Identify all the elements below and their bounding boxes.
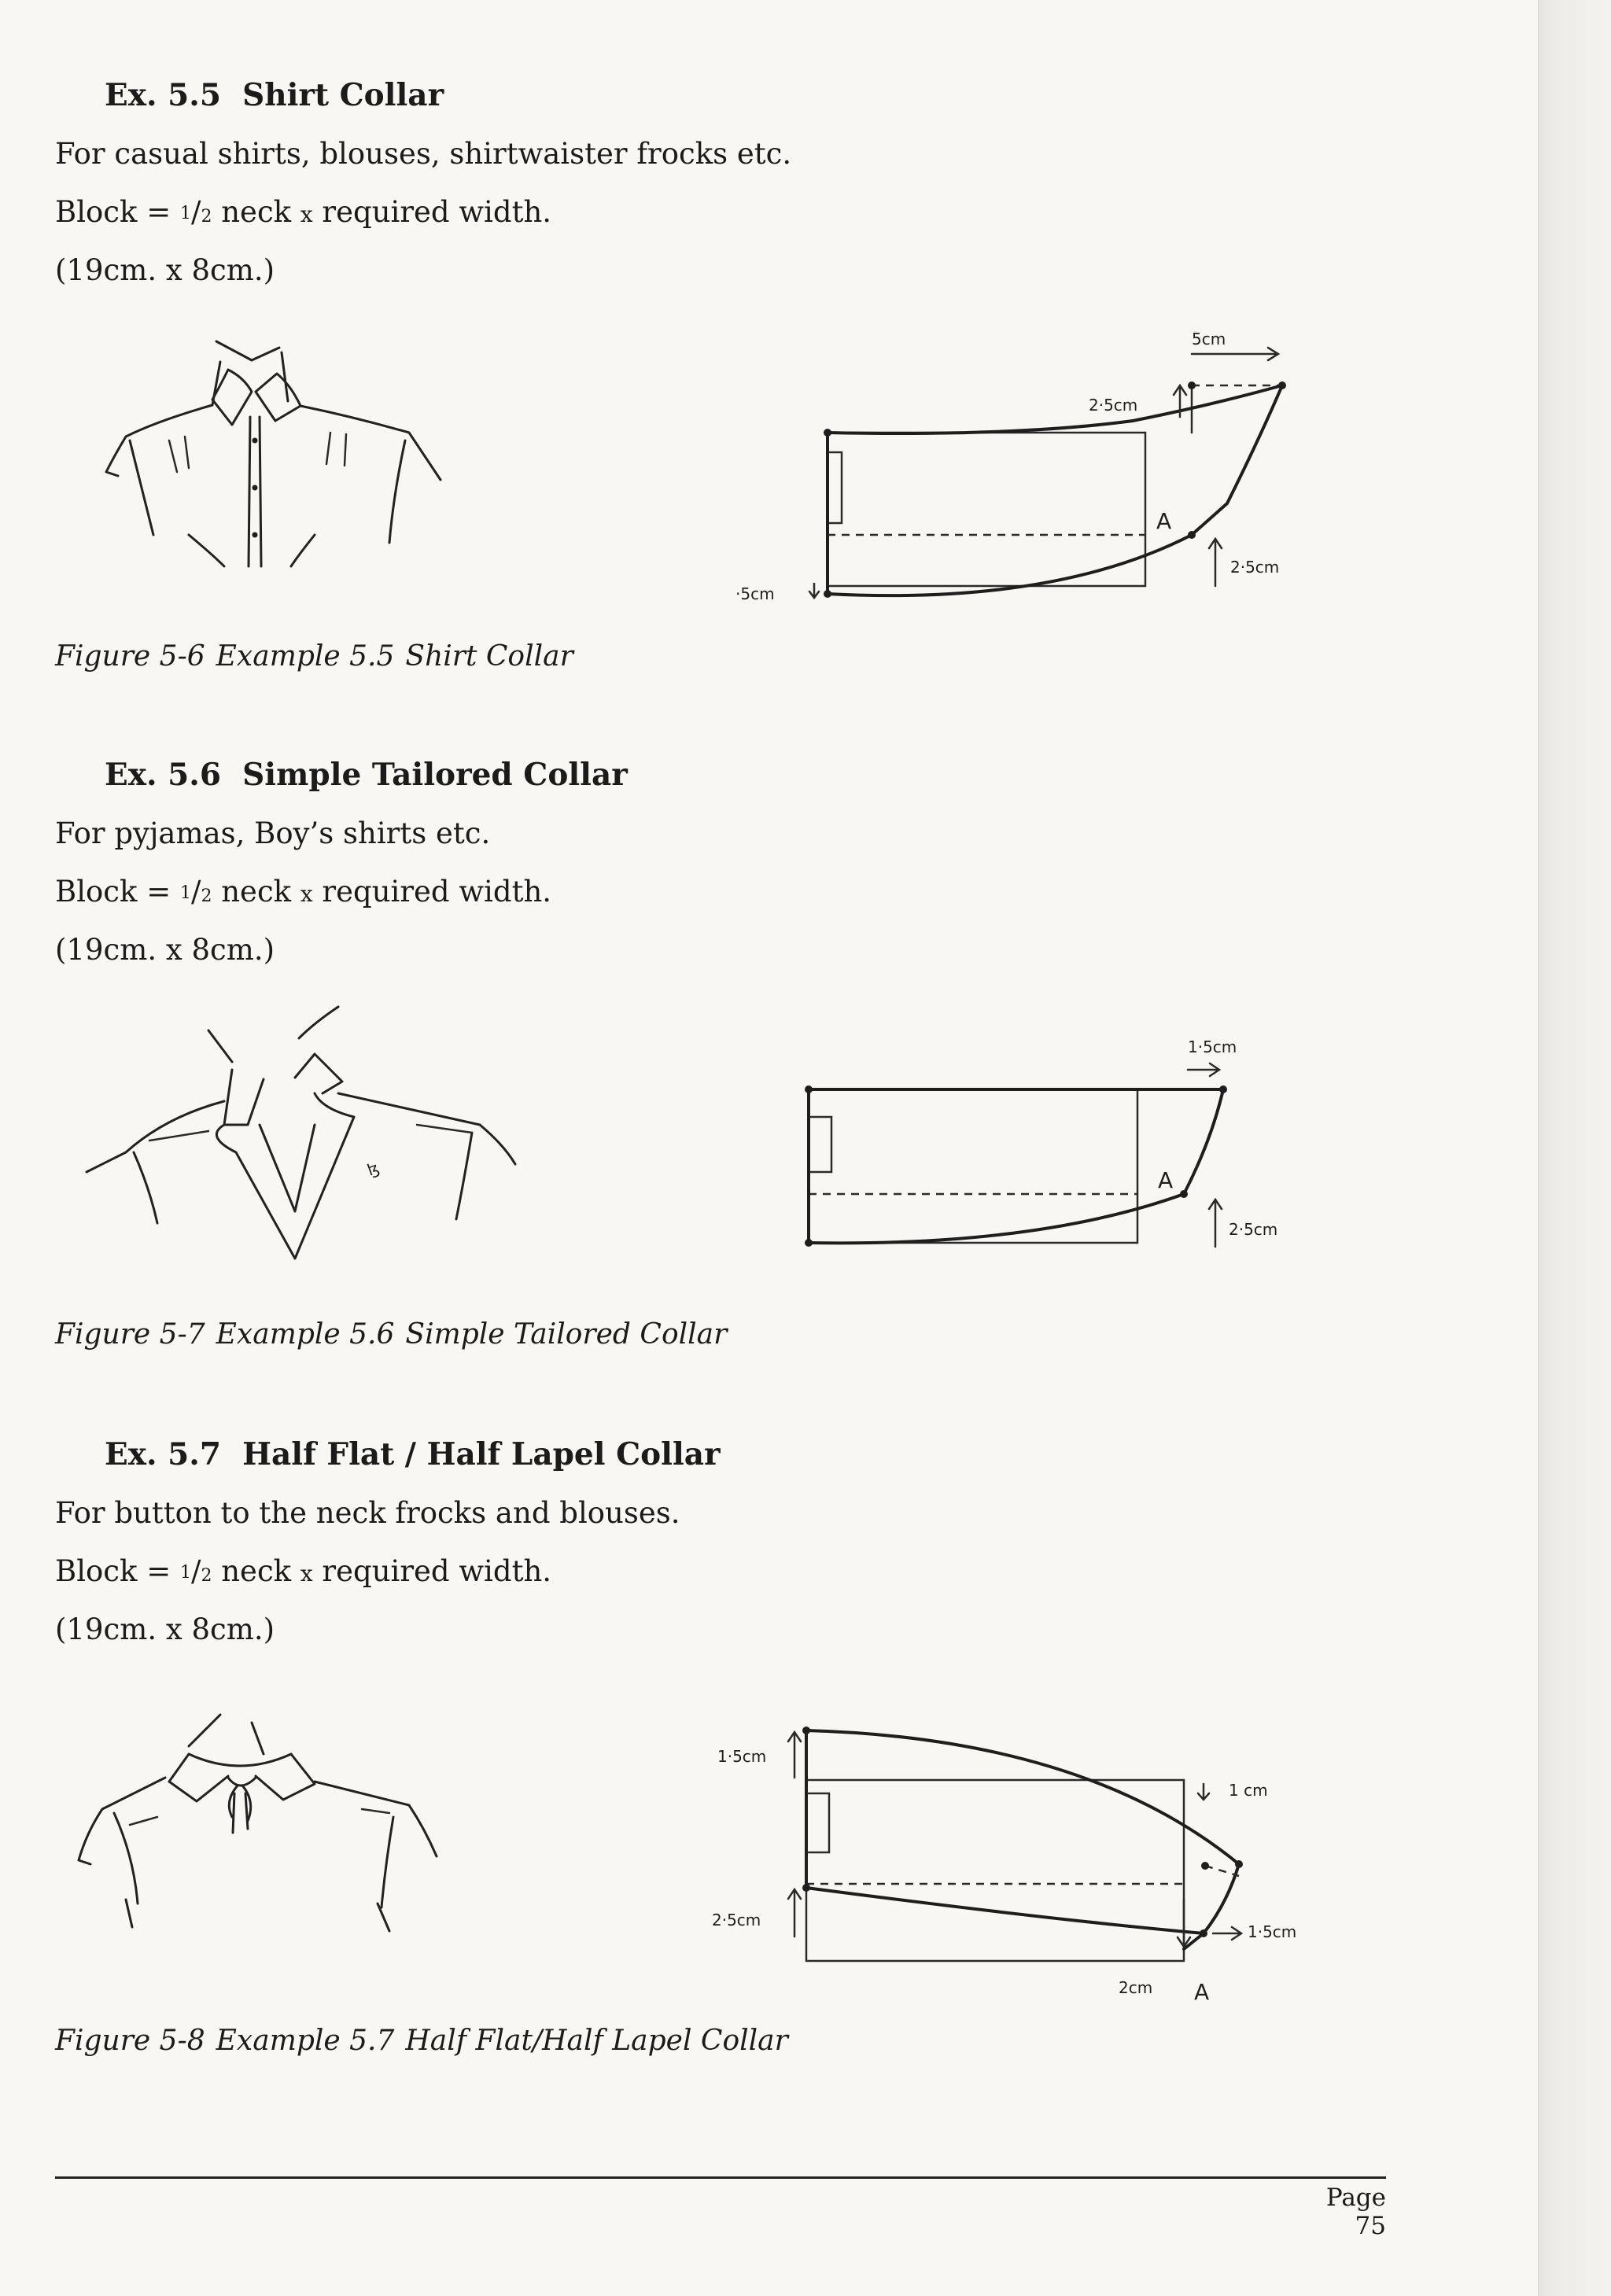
block-formula: Block = $^1$/2 neck x required width. (55, 1554, 552, 1588)
usage-text: For casual shirts, blouses, shirtwaister frocks etc. (55, 137, 792, 171)
draft-label-top-right: 1 cm (1229, 1781, 1268, 1800)
figure-caption: Figure 5-7 Example 5.6 Simple Tailored Collar (55, 1318, 728, 1351)
section-heading: Ex. 5.6 Simple Tailored Collar (105, 757, 628, 793)
draft-label-top-right: 5cm (1192, 330, 1226, 348)
svg-text:ɮ: ɮ (364, 1158, 382, 1180)
shirt-collar-draft (735, 322, 1322, 606)
tailored-collar-sketch (79, 1007, 551, 1266)
draft-label-bottom: 2cm (1119, 1978, 1153, 1997)
block-formula: Block = $^1$/2 neck x required width. (55, 875, 552, 908)
figure-caption: Figure 5-8 Example 5.7 Half Flat/Half Lapel Collar (55, 2025, 788, 2057)
block-size: (19cm. x 8cm.) (55, 1612, 275, 1646)
half-flat-collar-draft (692, 1715, 1322, 2014)
draft-label-top-rise: 2·5cm (1089, 396, 1138, 415)
draft-label-bottom-left: ·5cm (735, 584, 775, 603)
draft-point-a: A (1156, 508, 1172, 534)
draft-label-top-left: 1·5cm (717, 1747, 767, 1766)
block-formula: Block = $^1$/2 neck x required width. (55, 195, 552, 229)
draft-label-mid-left: 2·5cm (712, 1911, 761, 1929)
draft-point-a: A (1194, 1979, 1210, 2005)
page-edge-shadow (1538, 0, 1611, 2296)
footer-rule (55, 2176, 1386, 2179)
block-size: (19cm. x 8cm.) (55, 253, 275, 287)
draft-point-a: A (1158, 1167, 1174, 1193)
draft-label-bottom-right: 2·5cm (1229, 1220, 1278, 1239)
section-heading: Ex. 5.5 Shirt Collar (105, 77, 444, 113)
block-size: (19cm. x 8cm.) (55, 933, 275, 967)
shirt-collar-sketch (94, 330, 456, 582)
figure-caption: Figure 5-6 Example 5.5 Shirt Collar (55, 640, 573, 673)
draft-label-top-right: 1·5cm (1188, 1037, 1237, 1056)
page-number: Page 75 (1325, 2184, 1386, 2240)
draft-label-bottom-right: 2·5cm (1230, 558, 1280, 577)
half-flat-collar-sketch (71, 1707, 448, 1966)
usage-text: For pyjamas, Boy’s shirts etc. (55, 816, 491, 850)
section-heading: Ex. 5.7 Half Flat / Half Lapel Collar (105, 1436, 721, 1472)
tailored-collar-draft (739, 1023, 1322, 1274)
usage-text: For button to the neck frocks and blouses. (55, 1496, 680, 1530)
draft-label-right: 1·5cm (1248, 1922, 1297, 1941)
